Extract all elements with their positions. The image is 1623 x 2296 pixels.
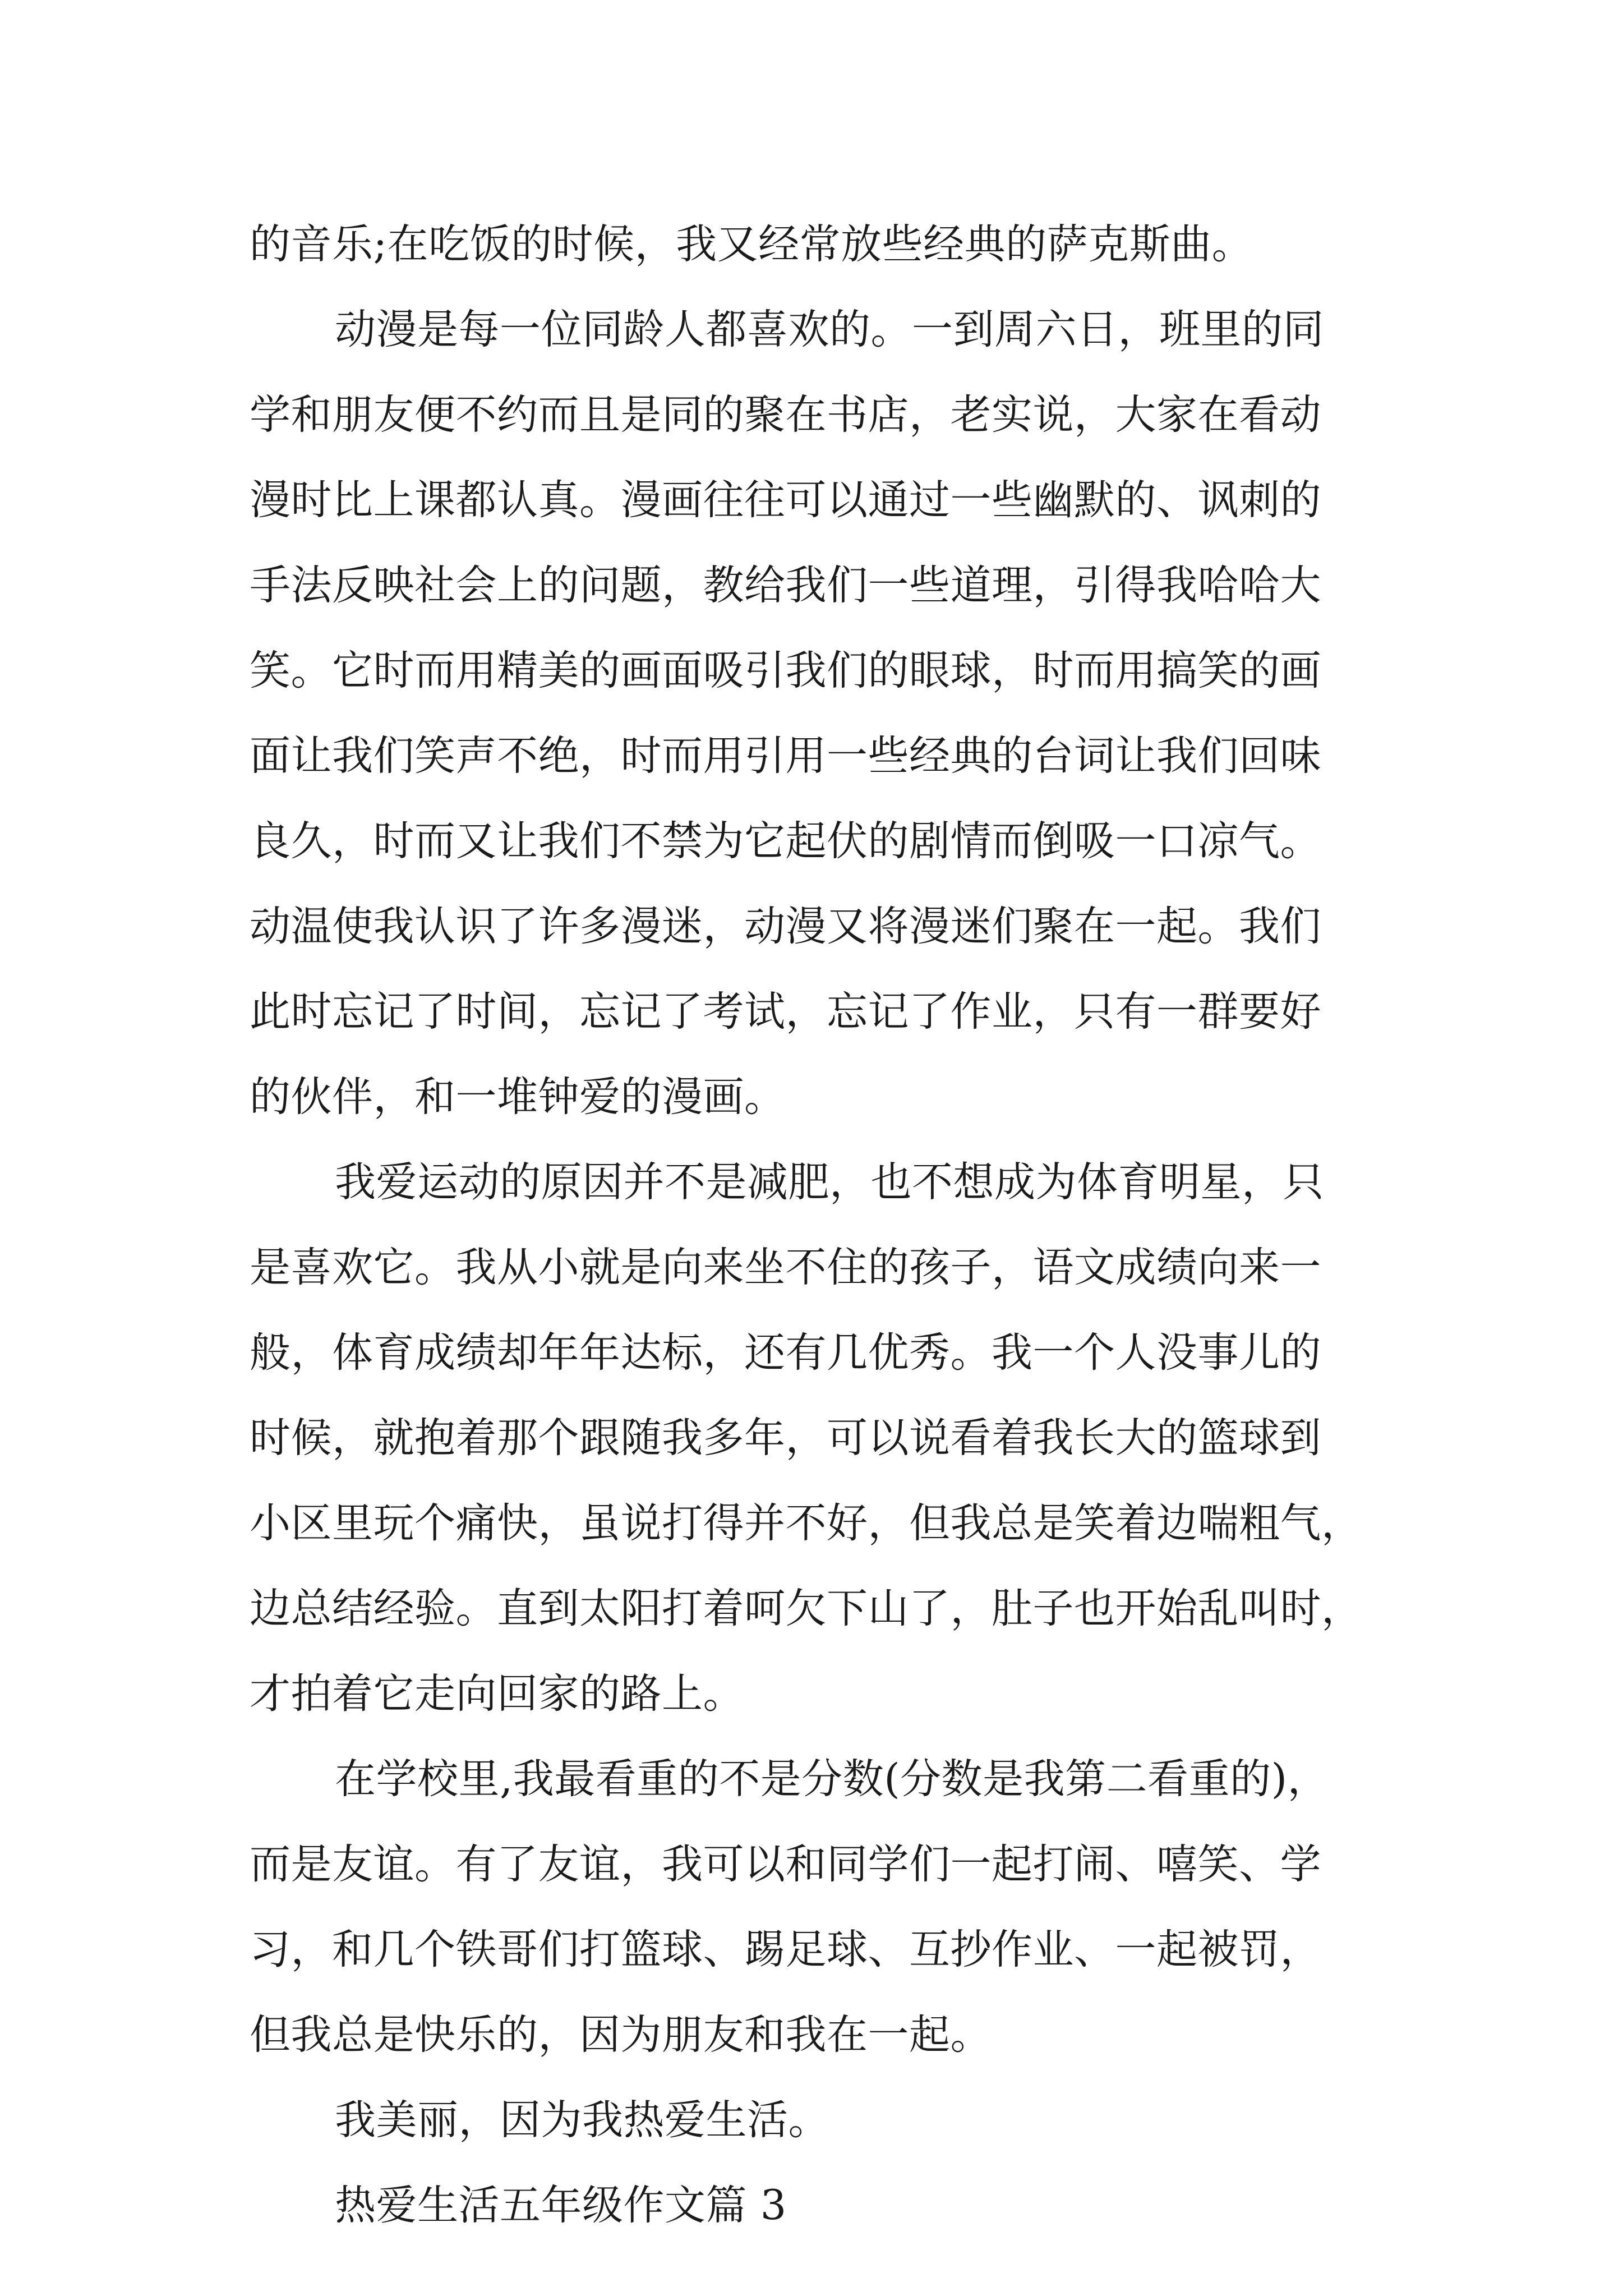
text-line: 学和朋友便不约而且是同的聚在书店，老实说，大家在看动: [250, 391, 1321, 439]
text-line: 笑。它时而用精美的画面吸引我们的眼球，时而用搞笑的画: [250, 647, 1321, 694]
text-line: 手法反映社会上的问题，教给我们一些道理，引得我哈哈大: [250, 562, 1321, 609]
text-line: 般，体育成绩却年年达标，还有几优秀。我一个人没事儿的: [250, 1329, 1321, 1377]
text-line: 的音乐;在吃饭的时候，我又经常放些经典的萨克斯曲。: [250, 220, 1253, 268]
text-line: 边总结经验。直到太阳打着呵欠下山了，肚子也开始乱叫时，: [250, 1585, 1363, 1632]
text-line: 动漫是每一位同龄人都喜欢的。一到周六日，班里的同: [335, 306, 1324, 353]
text-line: 此时忘记了时间，忘记了考试，忘记了作业，只有一群要好: [250, 988, 1321, 1036]
text-line: 良久，时而又让我们不禁为它起伏的剧情而倒吸一口凉气。: [250, 817, 1321, 865]
text-line: 小区里玩个痛快，虽说打得并不好，但我总是笑着边喘粗气，: [250, 1499, 1363, 1547]
text-line: 是喜欢它。我从小就是向来坐不住的孩子，语文成绩向来一: [250, 1244, 1321, 1291]
text-line: 但我总是快乐的，因为朋友和我在一起。: [250, 2011, 992, 2059]
text-line: 我美丽，因为我热爱生活。: [335, 2096, 829, 2144]
text-line: 习，和几个铁哥们打篮球、踢足球、互抄作业、一起被罚，: [250, 1926, 1321, 1973]
text-line: 面让我们笑声不绝，时而用引用一些经典的台词让我们回味: [250, 732, 1321, 780]
text-line: 而是友谊。有了友谊，我可以和同学们一起打闹、嘻笑、学: [250, 1841, 1321, 1888]
text-line: 我爱运动的原因并不是减肥，也不想成为体育明星，只: [335, 1158, 1324, 1206]
text-line: 漫时比上课都认真。漫画往往可以通过一些幽默的、讽刺的: [250, 476, 1321, 524]
text-line: 在学校里,我最看重的不是分数(分数是我第二看重的)，: [335, 1755, 1329, 1803]
text-line: 热爱生活五年级作文篇 3: [335, 2182, 787, 2229]
text-line: 时候，就抱着那个跟随我多年，可以说看着我长大的篮球到: [250, 1414, 1321, 1462]
essay-text: [250, 202, 1399, 2248]
text-line: 的伙伴，和一堆钟爱的漫画。: [250, 1073, 786, 1121]
text-line: 才拍着它走向回家的路上。: [250, 1670, 744, 1718]
text-line: 动温使我认识了许多漫迷，动漫又将漫迷们聚在一起。我们: [250, 903, 1321, 950]
